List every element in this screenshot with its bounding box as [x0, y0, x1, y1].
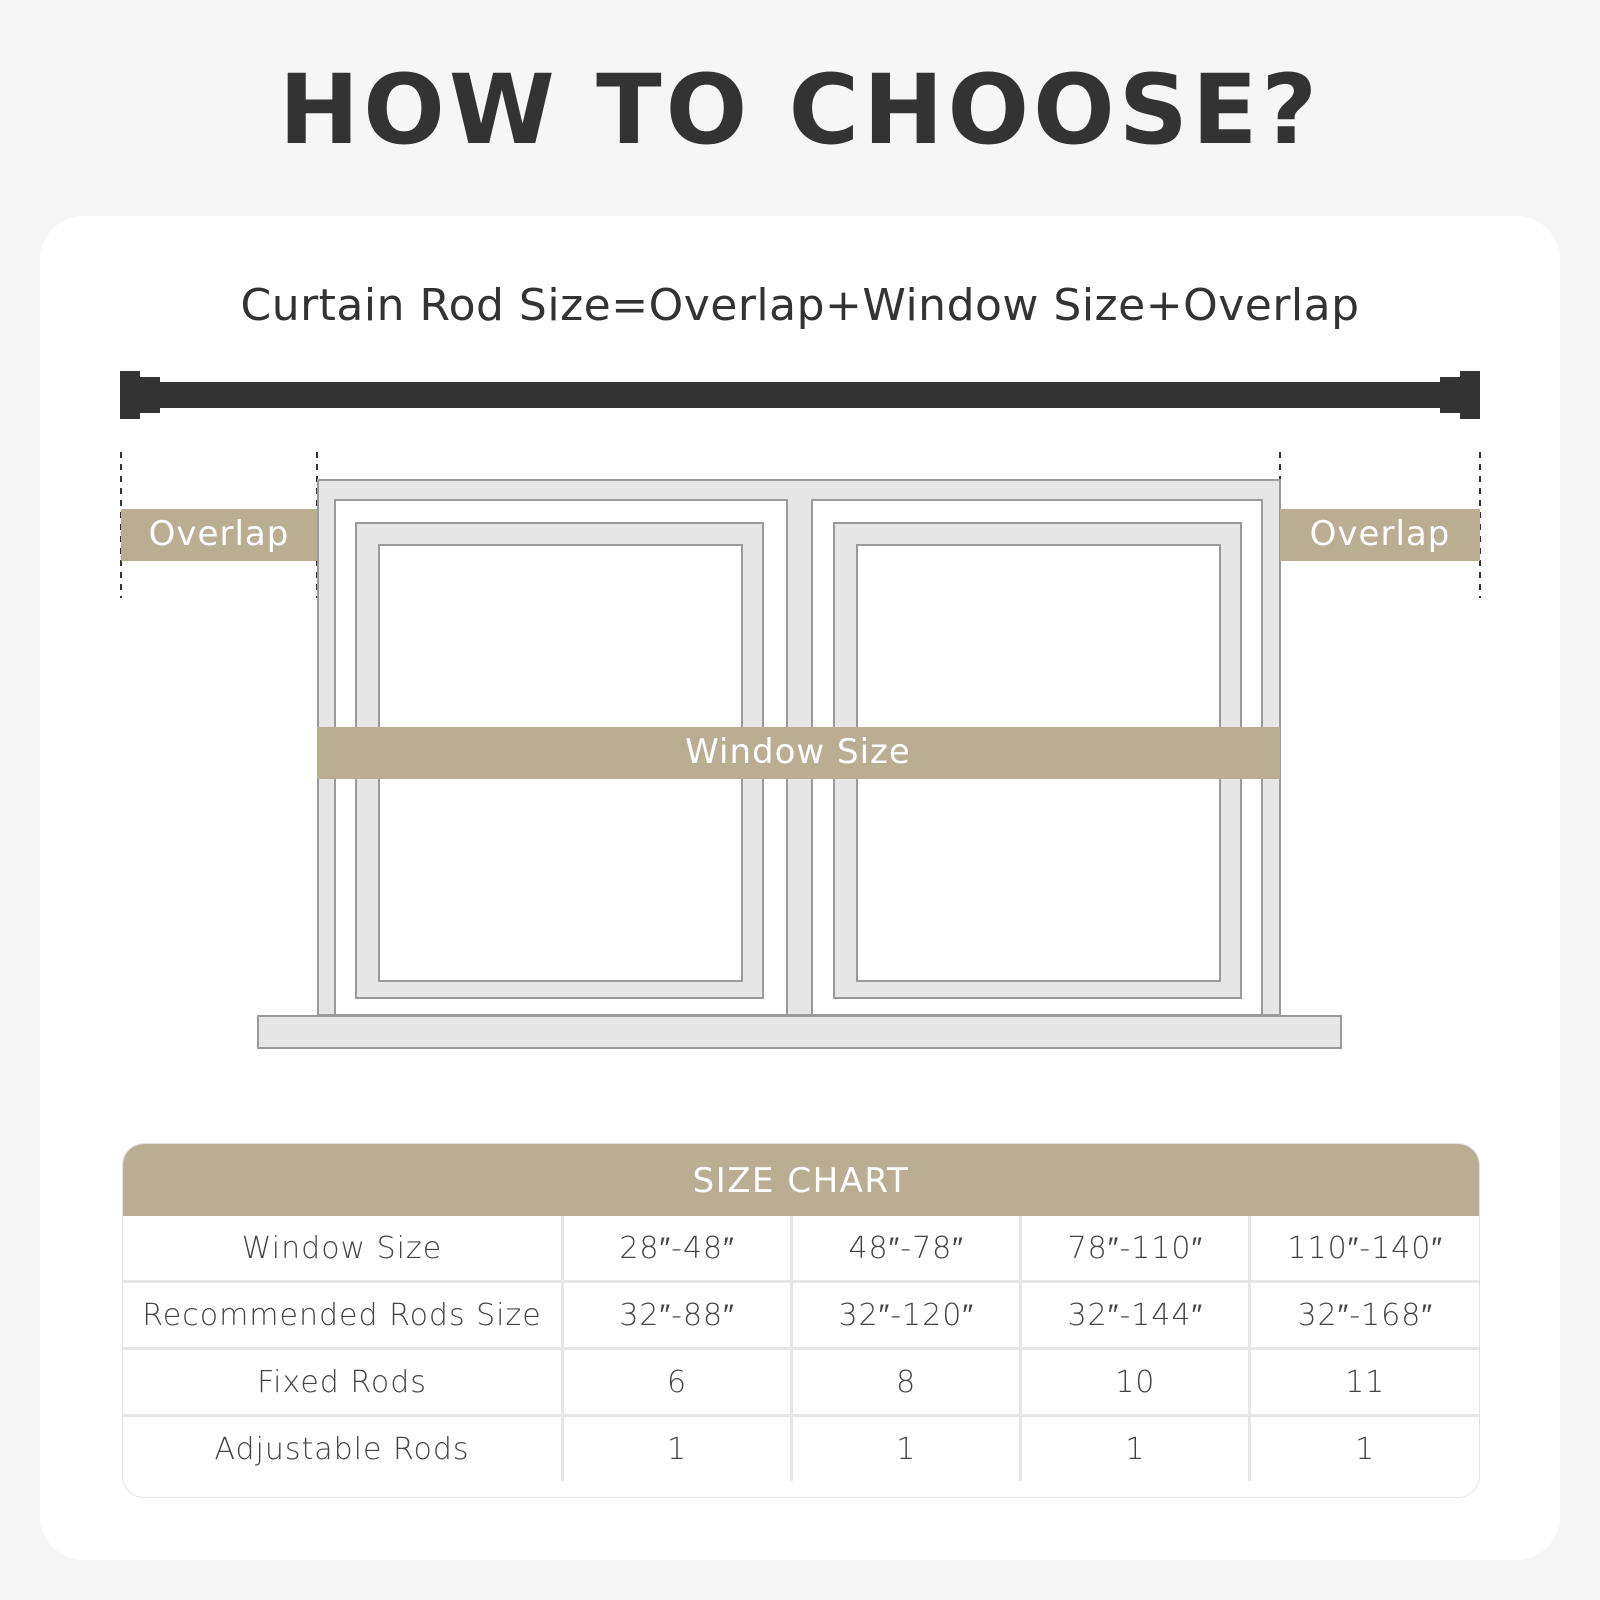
- rod-bracket-left: [140, 377, 160, 413]
- table-cell: 8: [792, 1349, 1021, 1416]
- row-label: Fixed Rods: [123, 1349, 563, 1416]
- rod-size-formula: Curtain Rod Size=Overlap+Window Size+Overlap: [240, 280, 1360, 331]
- table-cell: 6: [563, 1349, 792, 1416]
- table-cell: 1: [563, 1416, 792, 1482]
- table-cell: 1: [1250, 1416, 1479, 1482]
- window-sill: [258, 1016, 1341, 1048]
- overlap-band-left: [121, 509, 317, 561]
- table-cell: 1: [792, 1416, 1021, 1482]
- overlap-label-left: Overlap: [148, 514, 290, 554]
- rod-finial-left: [120, 371, 140, 419]
- rod-bracket-right: [1440, 377, 1460, 413]
- table-cell: 32″-144″: [1021, 1282, 1250, 1349]
- rod-bar: [158, 382, 1442, 408]
- size-chart-table: [123, 1216, 1479, 1481]
- table-cell: 32″-88″: [563, 1282, 792, 1349]
- curtain-rod: [120, 371, 1480, 419]
- table-row: [123, 1216, 1479, 1282]
- table-cell: 10: [1021, 1349, 1250, 1416]
- table-cell: 32″-168″: [1250, 1282, 1479, 1349]
- size-chart: [122, 1143, 1480, 1498]
- table-cell: 28″-48″: [563, 1216, 792, 1282]
- page-title: HOW TO CHOOSE?: [278, 54, 1322, 166]
- table-row: [123, 1282, 1479, 1349]
- table-cell: 1: [1021, 1416, 1250, 1482]
- rod-finial-right: [1460, 371, 1480, 419]
- row-label: Recommended Rods Size: [123, 1282, 563, 1349]
- table-cell: 32″-120″: [792, 1282, 1021, 1349]
- row-label: Window Size: [123, 1216, 563, 1282]
- overlap-band-right: [1280, 509, 1480, 561]
- table-row: [123, 1416, 1479, 1482]
- table-cell: 78″-110″: [1021, 1216, 1250, 1282]
- overlap-label-right: Overlap: [1309, 514, 1451, 554]
- window-size-label: Window Size: [685, 732, 911, 772]
- table-cell: 48″-78″: [792, 1216, 1021, 1282]
- row-label: Adjustable Rods: [123, 1416, 563, 1482]
- table-row: [123, 1349, 1479, 1416]
- table-cell: 11: [1250, 1349, 1479, 1416]
- window-size-band: [317, 727, 1280, 779]
- table-cell: 110″-140″: [1250, 1216, 1479, 1282]
- size-chart-title: SIZE CHART: [123, 1144, 1479, 1216]
